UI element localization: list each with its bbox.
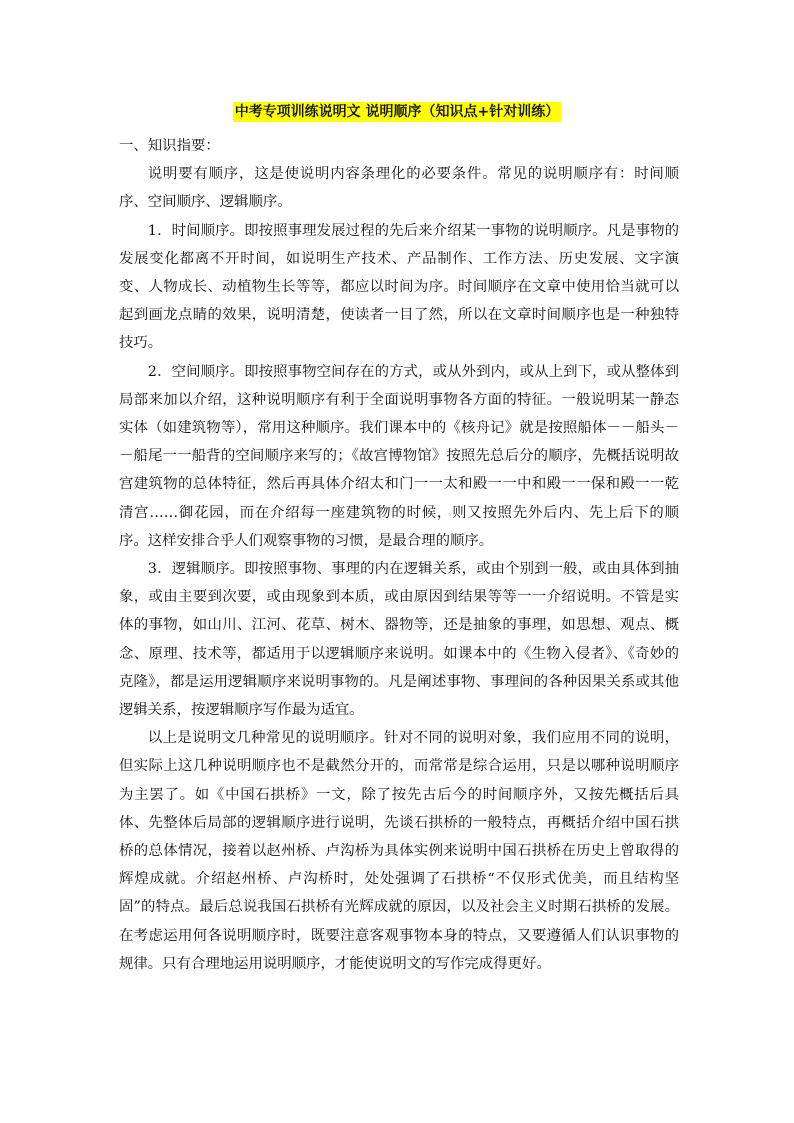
paragraph-logic-order: 3．逻辑顺序。即按照事物、事理的内在逻辑关系，或由个别到一般，或由具体到抽象，或由主要到次要，或由现象到本质，或由原因到结果等等一一介绍说明。不管是实体的事物，如山川、江河、花草、树木、器物等，还是抽象的事理，如思想、观点、概念、原理、技术等，都适用于以逻辑顺序来说明。如课本中的《生物入侵者》、《奇妙的克隆》，都是运用逻辑顺序来说明事物的。凡是阐述事物、事理间的各种因果关系或其他逻辑关系，按逻辑顺序写作最为适宜。 — [119, 561, 679, 719]
paragraph-time-order: 1．时间顺序。即按照事理发展过程的先后来介绍某一事物的说明顺序。凡是事物的发展变化都离不开时间，如说明生产技术、产品制作、工作方法、历史发展、文字演变、人物成长、动植物生长等等，都应以时间为序。时间顺序在文章中使用恰当就可以起到画龙点睛的效果，说明清楚，使读者一目了然，所以在文章时间顺序也是一种独特技巧。 — [119, 222, 679, 352]
document-title: 中考专项训练说明文 说明顺序（知识点+针对训练） — [234, 104, 560, 120]
paragraph-summary: 以上是说明文几种常见的说明顺序。针对不同的说明对象，我们应用不同的说明，但实际上这几种说明顺序也不是截然分开的，而常常是综合运用，只是以哪种说明顺序为主罢了。如《中国石拱桥》一文，除了按先古后今的时间顺序外，又按先概括后具体、先整体后局部的逻辑顺序进行说明，先谈石拱桥的一般特点，再概括介绍中国石拱桥的总体情况，接着以赵州桥、卢沟桥为具体实例来说明中国石拱桥在历史上曾取得的辉煌成就。介绍赵州桥、卢沟桥时，处处强调了石拱桥“不仅形式优美，而且结构坚固”的特点。最后总说我国石拱桥有光辉成就的原因，以及社会主义时期石拱桥的发展。在考虑运用何各说明顺序时，既要注意客观事物本身的特点，又要遵循人们认识事物的规律。只有合理地运用说明顺序，才能使说明文的写作完成得更好。 — [119, 730, 679, 972]
title-container — [0, 101, 794, 122]
document-body — [119, 132, 679, 978]
section-heading: 一、知识指要： — [119, 138, 220, 154]
paragraph-intro: 说明要有顺序，这是使说明内容条理化的必要条件。常见的说明顺序有：时间顺序、空间顺序、逻辑顺序。 — [119, 166, 679, 211]
paragraph-space-order: 2．空间顺序。即按照事物空间存在的方式，或从外到内，或从上到下，或从整体到局部来加以介绍，这种说明顺序有利于全面说明事物各方面的特征。一般说明某一静态实体（如建筑物等），常用这种顺序。我们课本中的《核舟记》就是按照船体－－船头－－船尾一一船背的空间顺序来写的；《故宫博物馆》按照先总后分的顺序，先概括说明故宫建筑物的总体特征，然后再具体介绍太和门一一太和殿一一中和殿一一保和殿一一乾清宫……御花园，而在介绍每一座建筑物的时候，则又按照先外后内、先上后下的顺序。这样安排合乎人们观察事物的习惯，是最合理的顺序。 — [119, 363, 679, 549]
